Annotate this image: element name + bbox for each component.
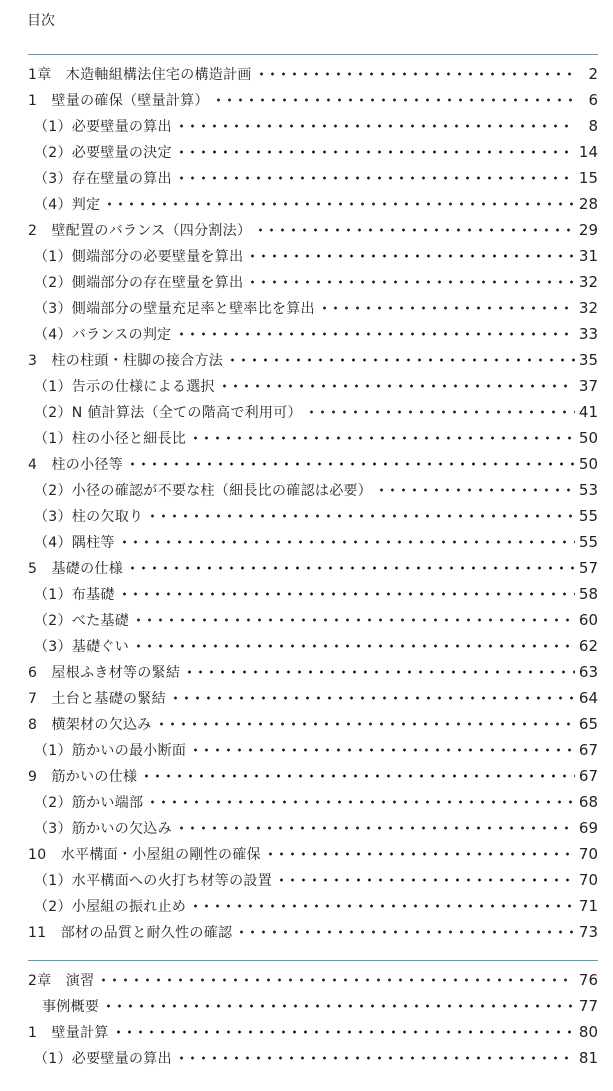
toc-entry-title: （1）筋かいの最小断面: [34, 743, 187, 759]
toc-entry[interactable]: [28, 113, 598, 139]
toc-entry-page-number: 15: [578, 169, 598, 187]
toc-entry-title: 7 土台と基礎の緊結: [28, 691, 166, 707]
dot-leader: [190, 737, 575, 763]
toc-entry[interactable]: [28, 191, 598, 217]
toc-entry-title: （1）告示の仕様による選択: [34, 379, 215, 395]
toc-entry-page-number: 37: [578, 377, 598, 395]
toc-entry-page-number: 71: [578, 897, 598, 915]
toc-entry[interactable]: [28, 217, 598, 243]
toc-entry[interactable]: [28, 1045, 598, 1071]
toc-entry-title: （2）筋かい端部: [34, 795, 144, 811]
toc-entry-page-number: 76: [578, 971, 598, 989]
toc-entry-page-number: 80: [578, 1023, 598, 1041]
page-title: 目次: [27, 13, 55, 29]
toc-entry[interactable]: [28, 425, 598, 451]
dot-leader: [276, 867, 575, 893]
toc-entry-page-number: 70: [578, 871, 598, 889]
toc-entry-title: 1 壁量の確保（壁量計算）: [28, 93, 209, 109]
toc-entry[interactable]: [28, 347, 598, 373]
dot-leader: [227, 347, 575, 373]
dot-leader: [119, 529, 575, 555]
dot-leader: [147, 789, 575, 815]
toc-entry-title: （1）柱の小径と細長比: [34, 431, 187, 447]
toc-entry[interactable]: [28, 477, 598, 503]
toc-entry-page-number: 31: [578, 247, 598, 265]
toc-entry[interactable]: [28, 321, 598, 347]
toc-entry-title: 9 筋かいの仕様: [28, 769, 138, 785]
toc-entry-title: 8 横架材の欠込み: [28, 717, 152, 733]
dot-leader: [213, 87, 576, 113]
dot-leader: [133, 607, 575, 633]
dot-leader: [190, 425, 575, 451]
toc-entry-page-number: 73: [578, 923, 598, 941]
toc-entry-page-number: 63: [578, 663, 598, 681]
toc-entry[interactable]: [28, 893, 598, 919]
dot-leader: [127, 451, 575, 477]
dot-leader: [113, 1019, 575, 1045]
toc-entry-title: （2）N 値計算法（全ての階高で利用可）: [34, 405, 302, 421]
toc-entry[interactable]: [28, 373, 598, 399]
dot-leader: [156, 711, 575, 737]
toc-entry-page-number: 69: [578, 819, 598, 837]
dot-leader: [176, 113, 576, 139]
toc-entry-page-number: 53: [578, 481, 598, 499]
toc-entry-title: 1章 木造軸組構法住宅の構造計画: [28, 67, 252, 83]
dot-leader: [319, 295, 575, 321]
dot-leader: [141, 763, 575, 789]
dot-leader: [256, 61, 576, 87]
dot-leader: [184, 659, 575, 685]
toc-entry-page-number: 67: [578, 741, 598, 759]
toc-entry-page-number: 35: [578, 351, 598, 369]
toc-entry-page-number: 81: [578, 1049, 598, 1067]
dot-leader: [133, 633, 575, 659]
dot-leader: [236, 919, 575, 945]
toc-entry[interactable]: [28, 139, 598, 165]
toc-entry[interactable]: [28, 919, 598, 945]
toc-entry-title: （1）必要壁量の算出: [34, 1051, 172, 1067]
toc-entry-title: （3）柱の欠取り: [34, 509, 144, 525]
dot-leader: [306, 399, 575, 425]
toc-entry-title: 3 柱の柱頭・柱脚の接合方法: [28, 353, 224, 369]
dot-leader: [247, 269, 575, 295]
toc-entry-page-number: 64: [578, 689, 598, 707]
toc-entry-title: 2章 演習: [28, 973, 95, 989]
toc-entry-title: （4）隅柱等: [34, 535, 115, 551]
toc-entry-page-number: 68: [578, 793, 598, 811]
toc-entry-page-number: 70: [578, 845, 598, 863]
toc-entry[interactable]: [28, 763, 598, 789]
toc-entry-page-number: 33: [578, 325, 598, 343]
toc-entry-title: 2 壁配置のバランス（四分割法）: [28, 223, 252, 239]
toc-entry[interactable]: [28, 607, 598, 633]
toc-entry-page-number: 8: [588, 117, 598, 135]
toc-entry[interactable]: [28, 841, 598, 867]
toc-entry[interactable]: [28, 711, 598, 737]
dot-leader: [219, 373, 575, 399]
toc-entry-title: （3）存在壁量の算出: [34, 171, 172, 187]
dot-leader: [176, 1045, 575, 1071]
dot-leader: [176, 321, 575, 347]
toc-entry-title: （3）側端部分の壁量充足率と壁率比を算出: [34, 301, 315, 317]
dot-leader: [103, 993, 575, 1019]
dot-leader: [104, 191, 574, 217]
toc-entry-page-number: 28: [578, 195, 598, 213]
toc-entry[interactable]: [28, 555, 598, 581]
section-divider: [28, 54, 598, 55]
toc-entry-page-number: 29: [578, 221, 598, 239]
toc-entry[interactable]: [28, 503, 598, 529]
toc-entry-title: 1 壁量計算: [28, 1025, 109, 1041]
toc-entry[interactable]: [28, 269, 598, 295]
toc-entry[interactable]: [28, 633, 598, 659]
toc-entry[interactable]: [28, 87, 598, 113]
toc-entry-title: 6 屋根ふき材等の緊結: [28, 665, 181, 681]
toc-entry-page-number: 55: [578, 533, 598, 551]
toc-entry-title: （2）必要壁量の決定: [34, 145, 172, 161]
toc-entry[interactable]: [28, 295, 598, 321]
toc-entry-page-number: 41: [578, 403, 598, 421]
dot-leader: [119, 581, 575, 607]
dot-leader: [170, 685, 575, 711]
toc-entry[interactable]: [28, 243, 598, 269]
toc-entry[interactable]: [28, 165, 598, 191]
toc-entry[interactable]: [28, 581, 598, 607]
toc-entry-title: （1）水平構面への火打ち材等の設置: [34, 873, 273, 889]
toc-entry-page-number: 32: [578, 299, 598, 317]
toc-entry-title: 事例概要: [42, 999, 100, 1015]
toc-entry-title: （1）必要壁量の算出: [34, 119, 172, 135]
toc-entry-title: （3）基礎ぐい: [34, 639, 130, 655]
dot-leader: [190, 893, 575, 919]
toc-entry[interactable]: [28, 61, 598, 87]
toc-entry[interactable]: [28, 659, 598, 685]
toc-entry-title: 11 部材の品質と耐久性の確認: [28, 925, 233, 941]
toc-entry-page-number: 6: [588, 91, 598, 109]
toc-entry-title: 4 柱の小径等: [28, 457, 124, 473]
toc-entry-page-number: 55: [578, 507, 598, 525]
toc-entry[interactable]: [28, 737, 598, 763]
toc-entry-page-number: 57: [578, 559, 598, 577]
toc-entry-title: （4）判定: [34, 197, 101, 213]
toc-entry[interactable]: [28, 399, 598, 425]
toc-entry[interactable]: [28, 529, 598, 555]
toc-chapter-2-list: [28, 967, 598, 1071]
toc-entry[interactable]: [28, 815, 598, 841]
dot-leader: [247, 243, 575, 269]
toc-entry-page-number: 67: [578, 767, 598, 785]
toc-entry-page-number: 60: [578, 611, 598, 629]
toc-entry[interactable]: [28, 1019, 598, 1045]
toc-entry-page-number: 58: [578, 585, 598, 603]
toc-entry-title: 10 水平構面・小屋組の剛性の確保: [28, 847, 261, 863]
toc-entry-title: （2）側端部分の存在壁量を算出: [34, 275, 244, 291]
dot-leader: [176, 165, 575, 191]
section-divider: [28, 960, 598, 961]
toc-entry-title: 5 基礎の仕様: [28, 561, 124, 577]
dot-leader: [176, 815, 575, 841]
toc-entry[interactable]: [28, 789, 598, 815]
toc-entry-page-number: 32: [578, 273, 598, 291]
toc-entry-page-number: 50: [578, 429, 598, 447]
dot-leader: [127, 555, 575, 581]
toc-entry-page-number: 62: [578, 637, 598, 655]
toc-entry-page-number: 50: [578, 455, 598, 473]
toc-entry-page-number: 14: [578, 143, 598, 161]
toc-entry[interactable]: [28, 685, 598, 711]
toc-chapter-1-list: [28, 61, 598, 945]
dot-leader: [147, 503, 575, 529]
toc-entry-title: （2）小屋組の振れ止め: [34, 899, 187, 915]
toc-entry[interactable]: [28, 993, 598, 1019]
toc-entry-page-number: 2: [588, 65, 598, 83]
toc-entry[interactable]: [28, 451, 598, 477]
toc-entry-page-number: 77: [578, 997, 598, 1015]
toc-entry-title: （2）べた基礎: [34, 613, 130, 629]
dot-leader: [255, 217, 575, 243]
dot-leader: [376, 477, 575, 503]
dot-leader: [98, 967, 574, 993]
dot-leader: [176, 139, 575, 165]
toc-entry-title: （3）筋かいの欠込み: [34, 821, 172, 837]
toc-entry-title: （2）小径の確認が不要な柱（細長比の確認は必要）: [34, 483, 373, 499]
toc-entry-title: （1）布基礎: [34, 587, 115, 603]
toc-entry[interactable]: [28, 967, 598, 993]
toc-entry-title: （4）バランスの判定: [34, 327, 172, 343]
toc-entry-title: （1）側端部分の必要壁量を算出: [34, 249, 244, 265]
dot-leader: [265, 841, 575, 867]
toc-entry-page-number: 65: [578, 715, 598, 733]
toc-entry[interactable]: [28, 867, 598, 893]
